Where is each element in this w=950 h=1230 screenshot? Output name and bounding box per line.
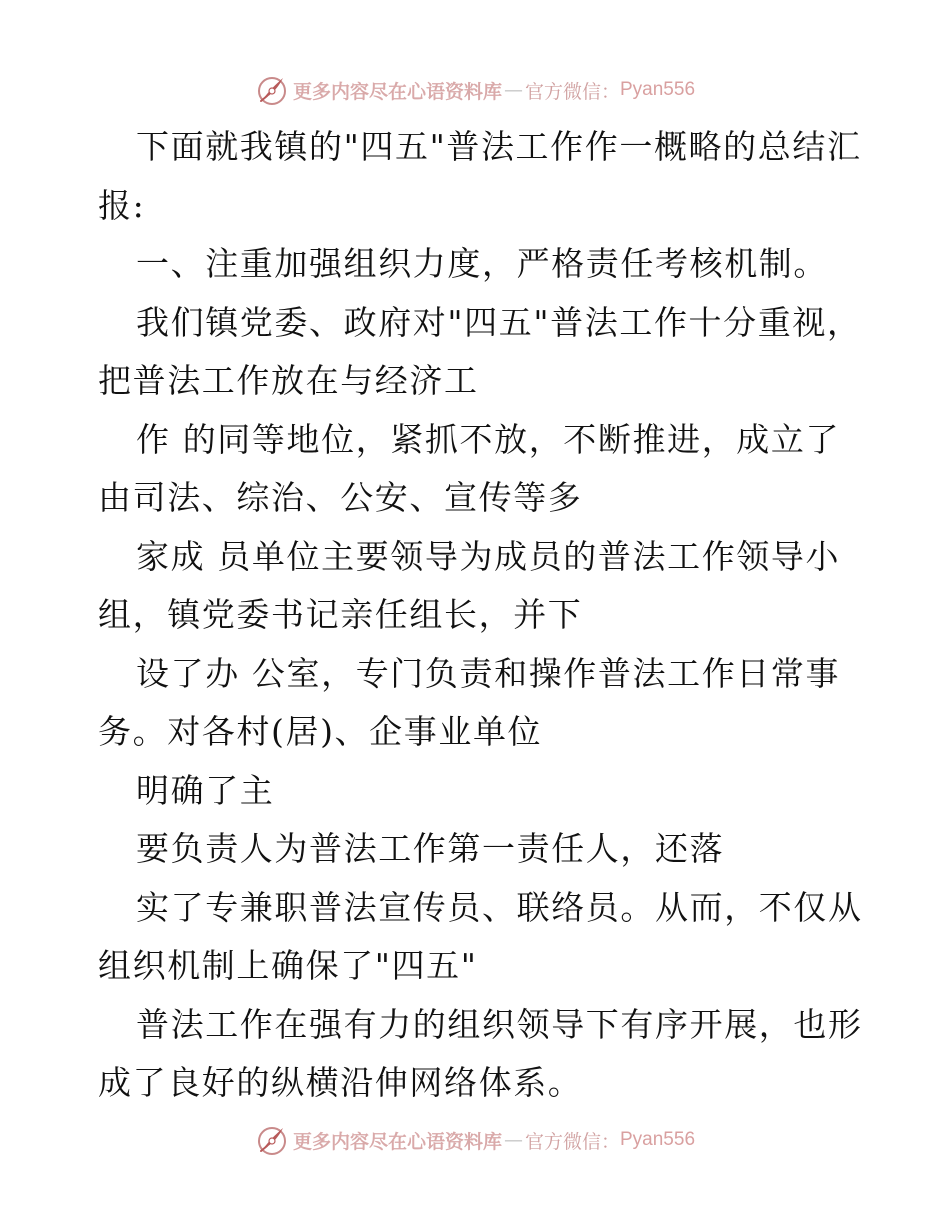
body-line: 务。对各村(居)、企事业单位 [98,712,543,751]
banner-main-text: 更多内容尽在心语资料库 [292,80,502,103]
body-line: 作 的同等地位，紧抓不放，不断推进，成立了 [136,419,841,459]
body-line: 设了办 公室，专门负责和操作普法工作日常事 [136,653,841,693]
banner-dash: — [503,1129,523,1151]
banner-main-text: 更多内容尽在心语资料库 [292,1130,502,1153]
banner-wechat-id: Pyan556 [620,1129,696,1150]
body-line: 下面就我镇的"四五"普法工作作一概略的总结汇 [136,127,862,166]
header-watermark-banner [0,70,950,110]
banner-dash: — [503,79,523,101]
banner-sub-text: 官方微信： [524,80,620,103]
document-body [98,118,863,1113]
body-line: 报: [98,185,146,225]
body-line: 由司法、综治、公安、宣传等多 [98,478,583,517]
footer-watermark-banner [0,1120,950,1160]
body-line: 实了专兼职普法宣传员、联络员。从而，不仅从 [136,887,863,927]
feather-pen-logo-icon [255,1123,289,1157]
body-line: 把普法工作放在与经济工 [98,361,479,400]
body-line: 组，镇党委书记亲任组长，并下 [98,595,583,634]
banner-sub-text: 官方微信： [524,1130,620,1153]
body-line: 要负责人为普法工作第一责任人，还落 [136,829,725,868]
body-line: 成了良好的纵横沿伸网络体系。 [98,1063,583,1102]
feather-pen-logo-icon [255,73,289,107]
section-heading: 一、注重加强组织力度，严格责任考核机制。 [136,244,828,283]
body-line: 组织机制上确保了"四五" [98,946,478,985]
body-line: 普法工作在强有力的组织领导下有序开展，也形 [136,1004,863,1044]
body-line: 我们镇党委、政府对"四五"普法工作十分重视， [136,302,862,342]
body-line: 家成 员单位主要领导为成员的普法工作领导小 [136,536,841,576]
banner-wechat-id: Pyan556 [620,79,696,100]
body-line: 明确了主 [136,770,275,810]
